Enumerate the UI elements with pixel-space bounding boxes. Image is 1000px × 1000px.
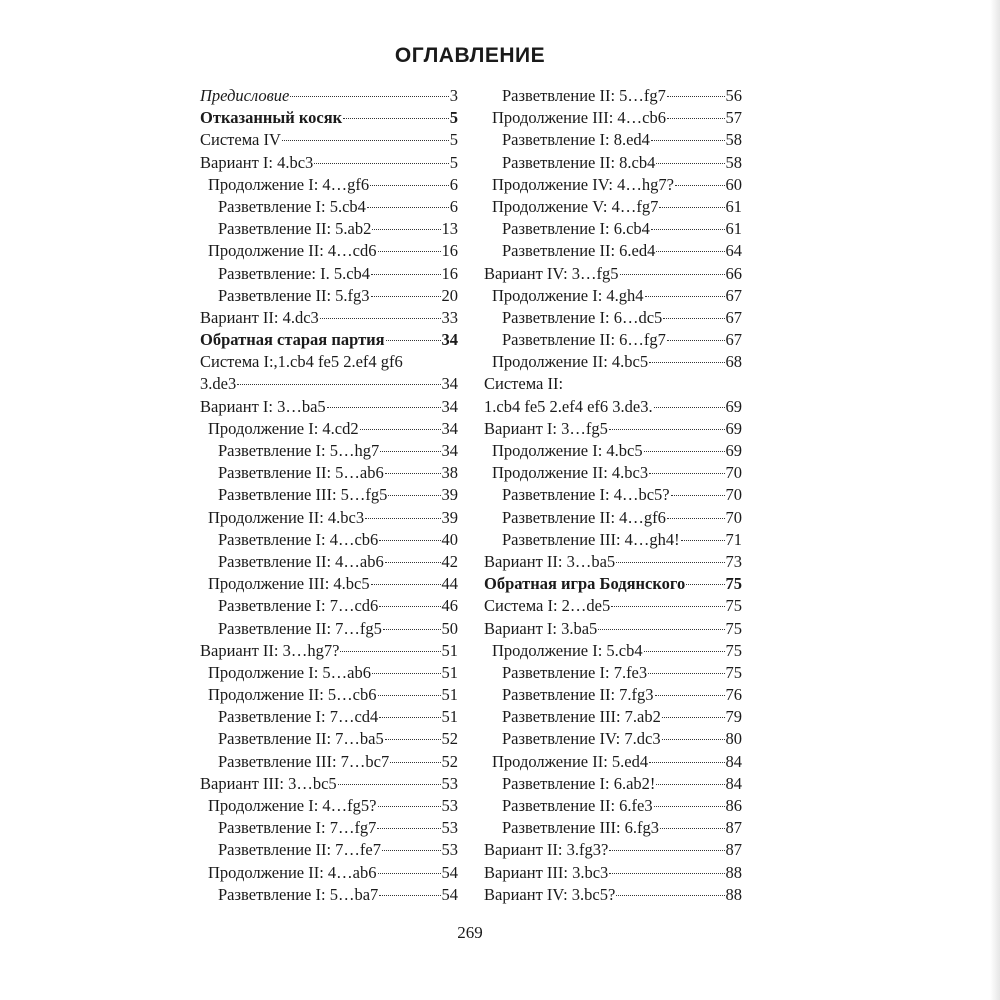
dot-leader: [343, 118, 449, 119]
toc-entry: [200, 396, 458, 418]
dot-leader: [611, 606, 724, 607]
toc-entry-title: Разветвление II: 6…fg7: [502, 330, 666, 350]
toc-entry: [484, 507, 742, 529]
toc-entry-page: 60: [725, 174, 742, 194]
toc-entry-title: Продолжение II: 4…ab6: [208, 862, 377, 882]
toc-entry-title: Разветвление I: 7…fg7: [218, 818, 377, 838]
toc-entry: [484, 396, 742, 418]
toc-entry: [200, 107, 458, 129]
toc-entry-page: 76: [725, 685, 742, 705]
toc-entry-page: 46: [441, 596, 458, 616]
toc-entry-title: Разветвление II: 6.ed4: [502, 241, 656, 261]
dot-leader: [320, 318, 441, 319]
toc-entry-page: 13: [441, 219, 458, 239]
toc-entry: [200, 196, 458, 218]
toc-entry-page: 39: [441, 507, 458, 527]
dot-leader: [290, 96, 448, 97]
dot-leader: [686, 584, 724, 585]
toc-entry-title: Вариант II: 3.fg3?: [484, 840, 609, 860]
toc-entry-title: Разветвление I: 7…cd6: [218, 596, 379, 616]
dot-leader: [360, 429, 441, 430]
toc-entry-title: Разветвление II: 7.fg3: [502, 685, 654, 705]
toc-entry-page: 58: [725, 152, 742, 172]
toc-entry: [484, 351, 742, 373]
dot-leader: [327, 407, 441, 408]
toc-entry-page: 70: [725, 507, 742, 527]
dot-leader: [372, 229, 440, 230]
toc-entry: [484, 418, 742, 440]
toc-entry: [484, 85, 742, 107]
toc-entry: [484, 373, 742, 395]
toc-entry-page: 53: [441, 840, 458, 860]
toc-entry: [484, 706, 742, 728]
toc-entry-page: 75: [725, 618, 742, 638]
toc-entry-title: Разветвление II: 8.cb4: [502, 152, 656, 172]
toc-entry: [484, 595, 742, 617]
dot-leader: [645, 296, 725, 297]
toc-entry-title: Продолжение I: 4…gf6: [208, 174, 370, 194]
toc-entry: [200, 551, 458, 573]
toc-entry: [200, 174, 458, 196]
toc-entry: [484, 129, 742, 151]
toc-entry-page: 34: [441, 330, 458, 350]
toc-entry-page: 64: [725, 241, 742, 261]
toc-entry-page: 69: [725, 396, 742, 416]
toc-entry: [200, 662, 458, 684]
dot-leader: [379, 895, 440, 896]
dot-leader: [371, 584, 441, 585]
toc-entry-page: 51: [441, 685, 458, 705]
toc-entry-page: 75: [725, 574, 742, 594]
toc-entry-page: 20: [441, 285, 458, 305]
dot-leader: [380, 451, 440, 452]
toc-entry: [484, 218, 742, 240]
toc-entry-page: 88: [725, 884, 742, 904]
toc-entry-title: Продолжение I: 4.cd2: [208, 418, 359, 438]
toc-entry: [200, 129, 458, 151]
dot-leader: [656, 784, 724, 785]
dot-leader: [367, 207, 449, 208]
toc-entry-page: 16: [441, 263, 458, 283]
toc-entry: [484, 618, 742, 640]
toc-entry-page: 69: [725, 418, 742, 438]
toc-entry-page: 5: [449, 130, 458, 150]
toc-entry-page: 38: [441, 463, 458, 483]
toc-entry-page: 50: [441, 618, 458, 638]
toc-entry-title: Система I: 2…de5: [484, 596, 611, 616]
toc-entry-title: Разветвление II: 4…gf6: [502, 507, 666, 527]
toc-entry: [200, 263, 458, 285]
toc-entry-page: 88: [725, 862, 742, 882]
toc-entry: [484, 329, 742, 351]
toc-entry-title: Вариант I: 4.bc3: [200, 152, 314, 172]
toc-right-column: [484, 85, 742, 906]
toc-entry-page: 6: [449, 174, 458, 194]
dot-leader: [649, 762, 724, 763]
dot-leader: [385, 739, 441, 740]
toc-entry: [484, 285, 742, 307]
toc-entry-title: Вариант IV: 3.bc5?: [484, 884, 616, 904]
dot-leader: [365, 518, 440, 519]
toc-entry-title: Обратная старая партия: [200, 330, 385, 350]
toc-entry: [484, 107, 742, 129]
toc-entry-title: Продолжение IV: 4…hg7?: [492, 174, 674, 194]
toc-entry: [200, 529, 458, 551]
toc-entry-page: 5: [449, 108, 458, 128]
toc-entry-page: 42: [441, 551, 458, 571]
toc-entry: [484, 152, 742, 174]
toc-entry: [484, 573, 742, 595]
dot-leader: [656, 163, 724, 164]
toc-entry: [200, 640, 458, 662]
dot-leader: [338, 784, 441, 785]
toc-entry-page: 66: [725, 263, 742, 283]
toc-entry-title: Вариант III: 3…bc5: [200, 773, 337, 793]
toc-entry-page: 75: [725, 662, 742, 682]
toc-entry-title: Разветвление III: 6.fg3: [502, 818, 660, 838]
dot-leader: [663, 318, 724, 319]
toc-entry-page: 44: [441, 574, 458, 594]
dot-leader: [388, 495, 440, 496]
toc-entry-title: Разветвление I: 5.cb4: [218, 196, 366, 216]
toc-entry-page: 34: [441, 441, 458, 460]
toc-entry: [200, 573, 458, 595]
toc-entry: [200, 862, 458, 884]
toc-entry-page: 33: [441, 307, 458, 327]
toc-entry-page: 87: [725, 840, 742, 860]
toc-entry: [200, 795, 458, 817]
dot-leader: [386, 340, 441, 341]
toc-entry-title: Вариант III: 3.bc3: [484, 862, 609, 882]
toc-entry-page: 67: [725, 307, 742, 327]
toc-entry-page: 54: [441, 884, 458, 904]
dot-leader: [616, 895, 724, 896]
toc-entry: [484, 773, 742, 795]
toc-entry: [484, 684, 742, 706]
dot-leader: [656, 251, 724, 252]
toc-entry-title: Разветвление II: 7…ba5: [218, 729, 384, 749]
toc-entry-title: Разветвление: I. 5.cb4: [218, 263, 371, 283]
dot-leader: [371, 296, 441, 297]
toc-entry: [200, 152, 458, 174]
toc-entry-title: Разветвление II: 7…fg5: [218, 618, 382, 638]
dot-leader: [379, 606, 440, 607]
toc-entry: [200, 85, 458, 107]
toc-entry: [484, 662, 742, 684]
toc-entry-title: Разветвление I: 4…bc5?: [502, 485, 670, 505]
toc-entry-title: 3.de3: [200, 374, 237, 394]
toc-entry: [200, 595, 458, 617]
toc-entry-title: Предисловие: [200, 86, 290, 105]
toc-entry-page: 58: [725, 130, 742, 150]
toc-entry-title: Разветвление I: 6.cb4: [502, 219, 650, 239]
toc-entry-title: Продолжение II: 5…cb6: [208, 685, 377, 705]
toc-entry: [484, 529, 742, 551]
toc-entry-title: Продолжение III: 4.bc5: [208, 574, 370, 594]
toc-entry-title: Продолжение V: 4…fg7: [492, 196, 659, 216]
toc-entry: [200, 440, 458, 462]
toc-entry: [484, 884, 742, 906]
toc-entry: [200, 728, 458, 750]
toc-entry-page: 69: [725, 441, 742, 460]
toc-entry-page: 39: [441, 485, 458, 505]
toc-entry-page: 40: [441, 529, 458, 549]
toc-entry-title: Вариант IV: 3…fg5: [484, 263, 619, 283]
toc-entry: [200, 706, 458, 728]
dot-leader: [378, 251, 441, 252]
toc-entry: [200, 307, 458, 329]
toc-entry: [484, 440, 742, 462]
toc-entry-title: Разветвление I: 8.ed4: [502, 130, 650, 150]
dot-leader: [237, 384, 440, 385]
toc-entry-title: Вариант I: 3…fg5: [484, 418, 608, 438]
dot-leader: [372, 673, 441, 674]
dot-leader: [649, 473, 724, 474]
dot-leader: [383, 629, 441, 630]
toc-entry-title: Продолжение I: 5…ab6: [208, 662, 371, 682]
toc-entry-title: Разветвление II: 7…fe7: [218, 840, 382, 860]
toc-entry: [484, 751, 742, 773]
toc-entry: [200, 240, 458, 262]
toc-entry-title: Разветвление I: 5…hg7: [218, 441, 380, 460]
dot-leader: [651, 140, 725, 141]
toc-entry-title: Разветвление III: 5…fg5: [218, 485, 388, 505]
toc-entry-page: 68: [725, 352, 742, 372]
toc-entry-title: Система I:,1.cb4 fe5 2.ef4 gf6: [200, 352, 403, 372]
dot-leader: [609, 429, 725, 430]
dot-leader: [667, 340, 725, 341]
dot-leader: [377, 828, 440, 829]
toc-entry: [484, 196, 742, 218]
toc-entry-title: Вариант I: 3…ba5: [200, 396, 326, 416]
toc-entry-title: Разветвление II: 4…ab6: [218, 551, 384, 571]
toc-entry-title: Продолжение I: 5.cb4: [492, 640, 643, 660]
toc-entry: [200, 329, 458, 351]
toc-entry-page: 51: [441, 707, 458, 727]
toc-entry-title: Продолжение I: 4…fg5?: [208, 796, 377, 815]
toc-entry-title: Продолжение II: 4.bc3: [208, 507, 365, 527]
dot-leader: [598, 629, 724, 630]
toc-entry-page: 86: [725, 796, 742, 815]
toc-entry-page: 16: [441, 241, 458, 261]
toc-entry-page: 79: [725, 707, 742, 727]
toc-entry-title: Продолжение II: 5.ed4: [492, 751, 649, 771]
toc-entry: [200, 285, 458, 307]
toc-left-column: [200, 85, 458, 906]
dot-leader: [662, 739, 725, 740]
toc-entry: [200, 751, 458, 773]
dot-leader: [667, 118, 725, 119]
dot-leader: [609, 873, 724, 874]
toc-entry-title: Разветвление I: 7…cd4: [218, 707, 379, 727]
toc-entry-title: Разветвление I: 6.ab2!: [502, 773, 656, 793]
toc-entry-page: 84: [725, 751, 742, 771]
toc-entry-page: 54: [441, 862, 458, 882]
toc-entry-page: 51: [441, 662, 458, 682]
dot-leader: [681, 540, 725, 541]
toc-entry-page: 70: [725, 485, 742, 505]
toc-entry: [484, 263, 742, 285]
toc-entry: [484, 240, 742, 262]
toc-entry-title: Продолжение II: 4…cd6: [208, 241, 377, 261]
dot-leader: [644, 651, 725, 652]
toc-entry: [484, 795, 742, 817]
dot-leader: [370, 185, 449, 186]
dot-leader: [282, 140, 449, 141]
toc-entry: [484, 551, 742, 573]
toc-entry-page: 84: [725, 773, 742, 793]
toc-entry-page: 67: [725, 330, 742, 350]
toc-entry-page: 56: [725, 86, 742, 105]
toc-entry-title: Вариант I: 3.ba5: [484, 618, 598, 638]
dot-leader: [340, 651, 440, 652]
toc-entry-page: 70: [725, 463, 742, 483]
dot-leader: [667, 518, 725, 519]
toc-entry-title: Обратная игра Бодянского: [484, 574, 686, 594]
toc-entry: [200, 773, 458, 795]
toc-entry-title: 1.cb4 fe5 2.ef4 ef6 3.de3.: [484, 396, 653, 416]
toc-entry: [484, 862, 742, 884]
dot-leader: [314, 163, 448, 164]
dot-leader: [371, 274, 440, 275]
toc-entry: [200, 351, 458, 373]
dot-leader: [609, 850, 724, 851]
toc-entry-page: 71: [725, 529, 742, 549]
toc-entry-title: Продолжение II: 4.bc5: [492, 352, 649, 372]
toc-entry: [200, 484, 458, 506]
toc-entry-title: Продолжение I: 4.bc5: [492, 441, 643, 460]
toc-entry-page: 53: [441, 818, 458, 838]
toc-entry-page: 5: [449, 152, 458, 172]
page-title: ОГЛАВЛЕНИЕ: [394, 44, 546, 67]
toc-entry: [484, 728, 742, 750]
toc-entry-title: Разветвление II: 5.fg3: [218, 285, 370, 305]
dot-leader: [378, 695, 441, 696]
toc-entry-title: Система IV: [200, 130, 281, 150]
toc-entry-page: 6: [449, 196, 458, 216]
dot-leader: [385, 473, 441, 474]
toc-entry-page: 61: [725, 219, 742, 239]
toc-entry-page: 67: [725, 285, 742, 305]
dot-leader: [659, 207, 724, 208]
dot-leader: [662, 717, 725, 718]
dot-leader: [379, 540, 440, 541]
dot-leader: [390, 762, 440, 763]
dot-leader: [654, 407, 725, 408]
toc-entry-title: Разветвление I: 6…dc5: [502, 307, 663, 327]
toc-entry: [200, 418, 458, 440]
toc-entry-page: 61: [725, 196, 742, 216]
toc-entry: [200, 373, 458, 395]
toc-entry: [200, 618, 458, 640]
dot-leader: [620, 274, 725, 275]
toc-entry-title: Разветвление IV: 7.dc3: [502, 729, 661, 749]
toc-entry: [484, 484, 742, 506]
dot-leader: [616, 562, 724, 563]
toc-entry-title: Вариант II: 3…hg7?: [200, 640, 340, 660]
toc-entry: [484, 839, 742, 861]
toc-entry: [200, 462, 458, 484]
toc-entry: [484, 462, 742, 484]
toc-entry: [200, 817, 458, 839]
toc-entry-title: Разветвление III: 7…bc7: [218, 751, 390, 771]
toc-entry-page: 34: [441, 374, 458, 394]
dot-leader: [382, 850, 440, 851]
toc-entry-page: 57: [725, 108, 742, 128]
toc-entry-page: 73: [725, 551, 742, 571]
toc-entry-page: 53: [441, 773, 458, 793]
toc-entry: [200, 507, 458, 529]
toc-entry-title: Разветвление III: 4…gh4!: [502, 529, 680, 549]
page-edge-shadow: [990, 0, 1000, 1000]
dot-leader: [660, 828, 724, 829]
toc-entry-page: 75: [725, 596, 742, 616]
toc-entry-title: Разветвление II: 5.ab2: [218, 219, 372, 239]
toc-entry-title: Разветвление I: 7.fe3: [502, 662, 648, 682]
dot-leader: [655, 695, 725, 696]
toc-entry: [200, 839, 458, 861]
dot-leader: [378, 873, 441, 874]
toc-entry-page: 75: [725, 640, 742, 660]
toc-entry-page: 3: [449, 86, 458, 105]
toc-entry-title: Разветвление III: 7.ab2: [502, 707, 661, 727]
toc-entry-title: Разветвление I: 5…ba7: [218, 884, 379, 904]
toc-entry-page: 87: [725, 818, 742, 838]
toc-entry-title: Продолжение II: 4.bc3: [492, 463, 649, 483]
toc-entry: [484, 307, 742, 329]
page-number: 269: [457, 923, 483, 942]
toc-entry: [200, 684, 458, 706]
toc-entry: [200, 218, 458, 240]
dot-leader: [649, 362, 724, 363]
dot-leader: [379, 717, 440, 718]
toc-entry-title: Разветвление II: 5…fg7: [502, 86, 666, 105]
toc-entry-title: Вариант II: 3…ba5: [484, 551, 616, 571]
dot-leader: [385, 562, 441, 563]
toc-entry-page: 51: [441, 640, 458, 660]
toc-entry-title: Продолжение I: 4.gh4: [492, 285, 644, 305]
toc-entry: [484, 640, 742, 662]
toc-entry-title: Продолжение III: 4…cb6: [492, 108, 666, 128]
toc-entry: [484, 174, 742, 196]
toc-entry-title: Вариант II: 4.dc3: [200, 307, 319, 327]
toc-entry-page: 80: [725, 729, 742, 749]
toc-entry: [200, 884, 458, 906]
dot-leader: [644, 451, 725, 452]
toc-entry-title: Разветвление II: 5…ab6: [218, 463, 384, 483]
toc-entry-page: 53: [441, 796, 458, 815]
toc-entry-page: 52: [441, 751, 458, 771]
dot-leader: [654, 806, 725, 807]
toc-entry-title: Отказанный косяк: [200, 108, 343, 128]
dot-leader: [675, 185, 725, 186]
toc-entry-page: 34: [441, 418, 458, 438]
toc-entry-title: Разветвление I: 4…cb6: [218, 529, 379, 549]
dot-leader: [651, 229, 725, 230]
toc-entry-page: 34: [441, 396, 458, 416]
toc-entry-title: Система II:: [484, 374, 564, 394]
dot-leader: [667, 96, 725, 97]
toc-entry-page: 52: [441, 729, 458, 749]
dot-leader: [671, 495, 725, 496]
dot-leader: [378, 806, 441, 807]
toc-entry-title: Разветвление II: 6.fe3: [502, 796, 653, 815]
toc-entry: [484, 817, 742, 839]
dot-leader: [648, 673, 724, 674]
